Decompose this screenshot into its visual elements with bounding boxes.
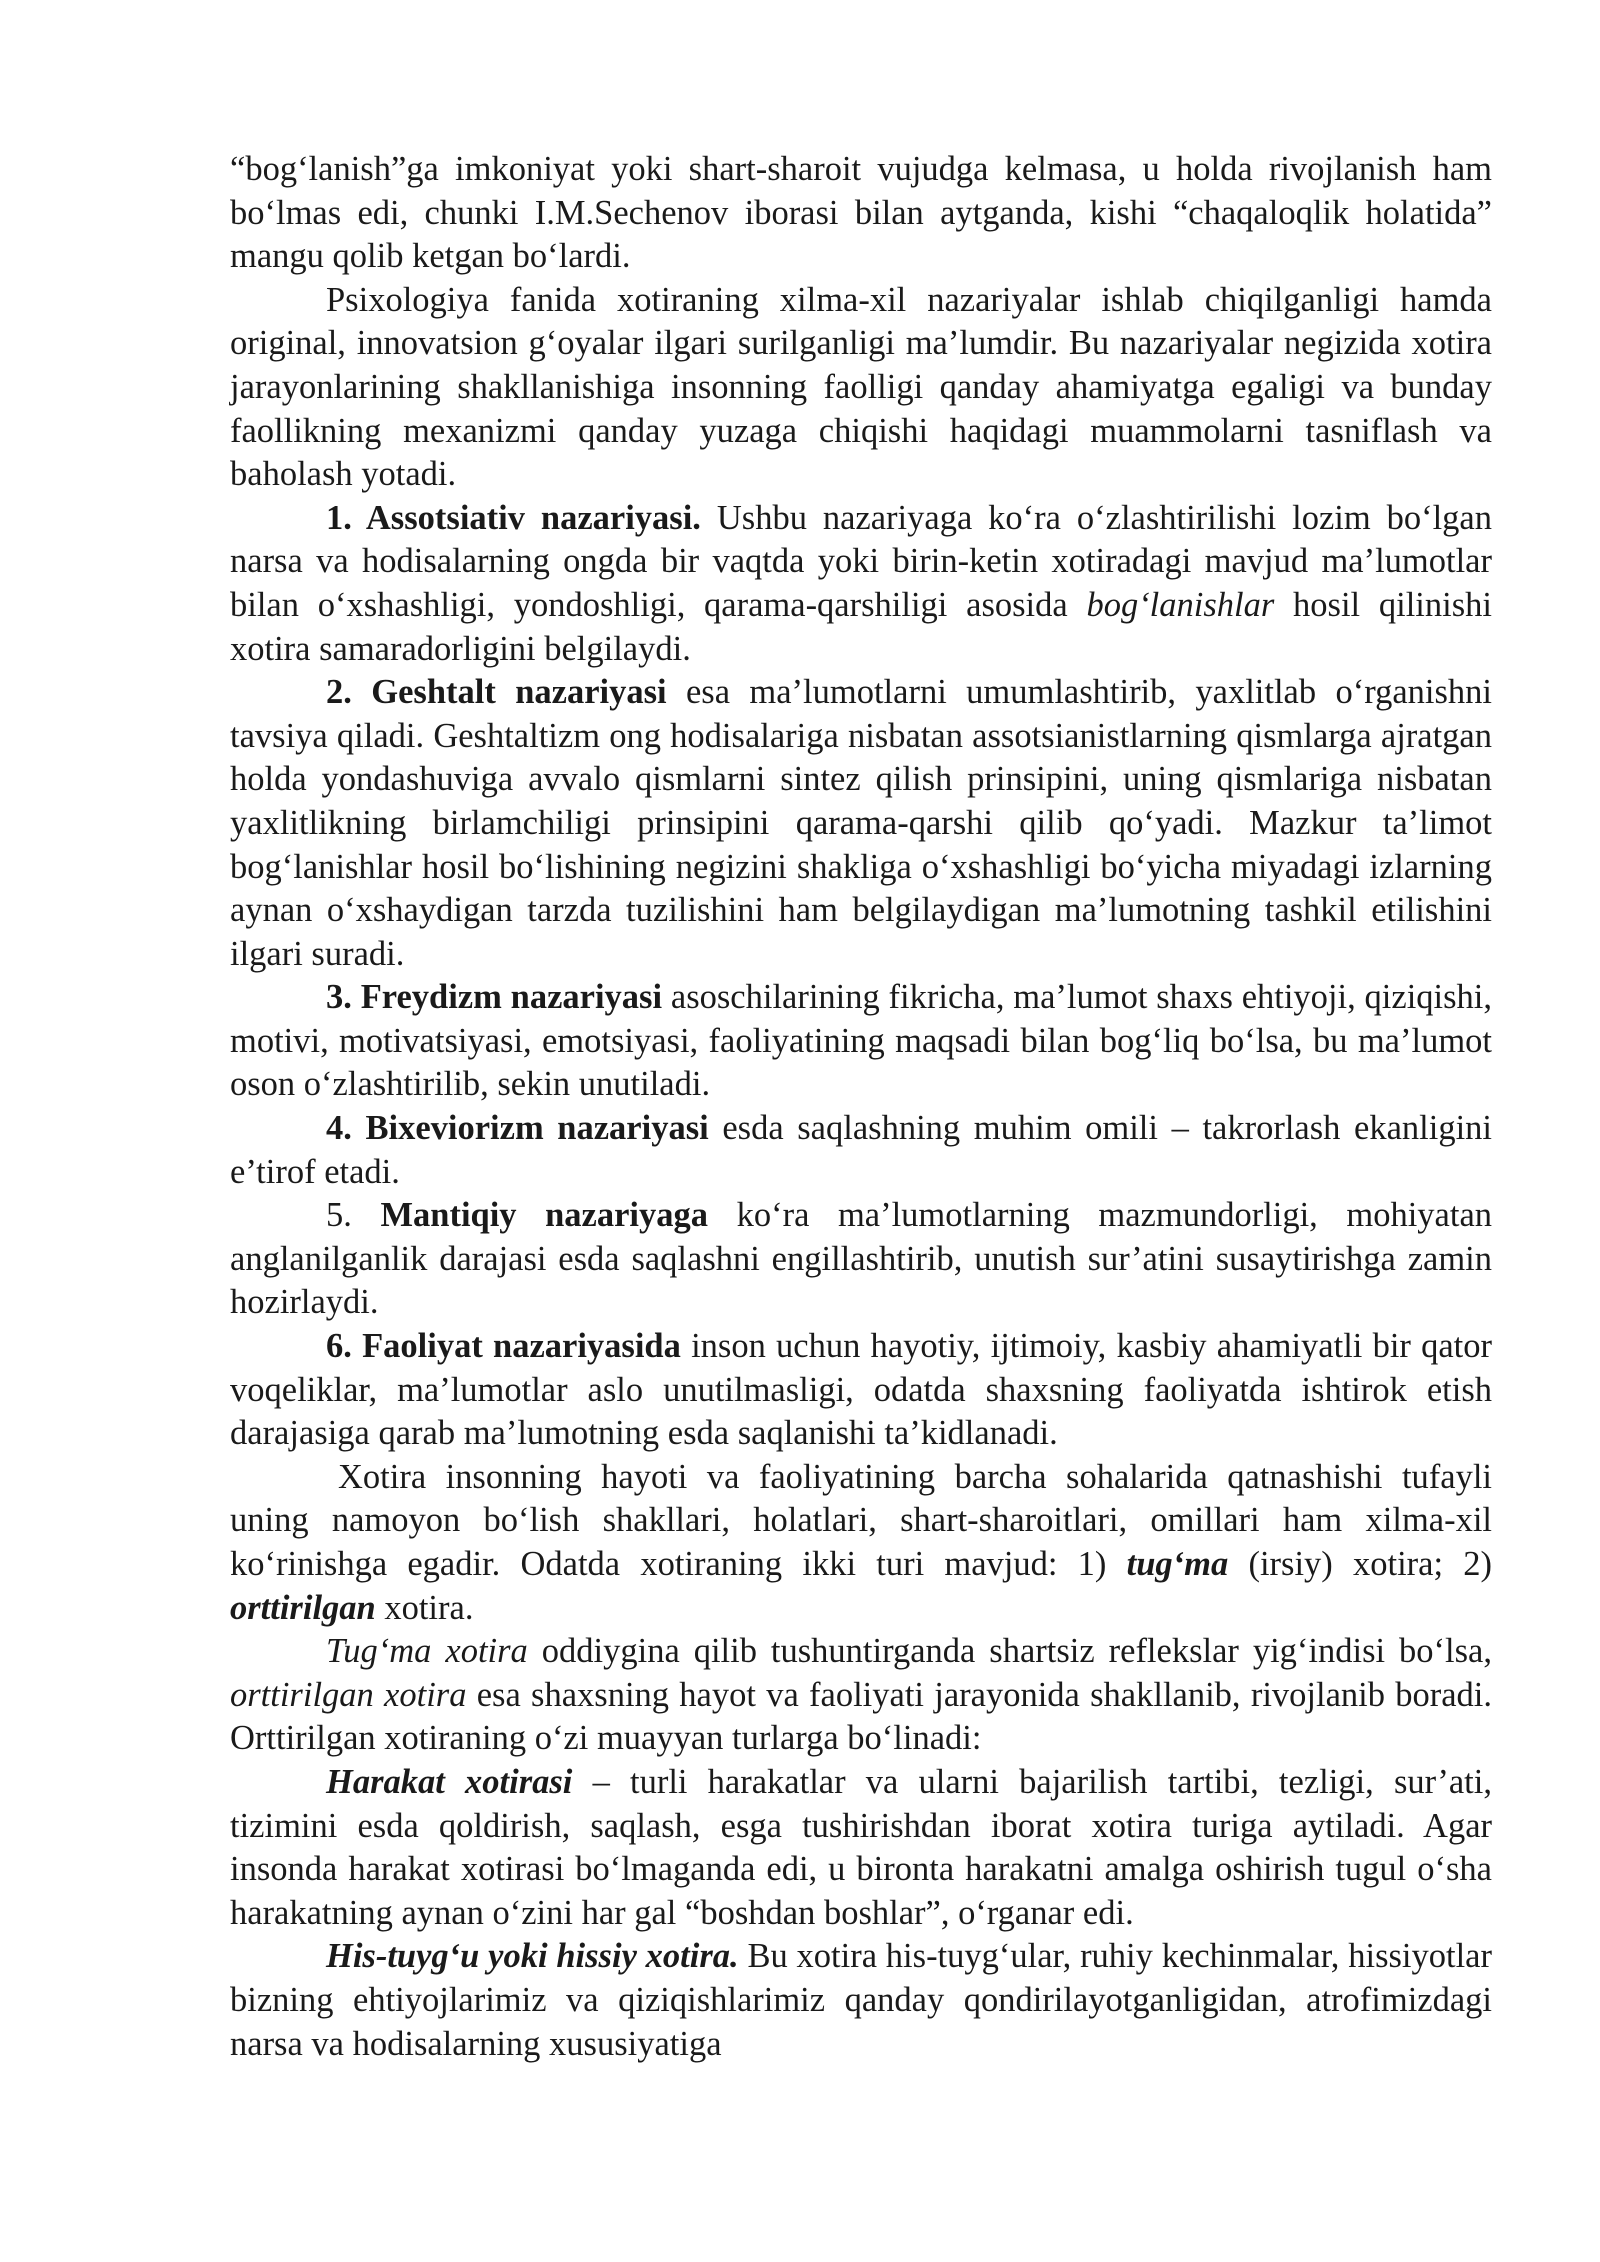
paragraph-text: oddiygina qilib tushuntirganda shartsiz reflekslar yig‘indisi bo‘lsa, <box>527 1632 1492 1671</box>
theory-heading: 4. Bixeviorizm nazariyasi <box>326 1109 709 1148</box>
paragraph-harakat-xotirasi <box>230 1761 1492 1935</box>
theory-heading: 3. Freydizm nazariyasi <box>326 978 663 1017</box>
bold-italic-term: orttirilgan <box>230 1588 376 1627</box>
paragraph-text: “bog‘lanish”ga imkoniyat yoki shart-sharoit vujudga kelmasa, u holda rivojlanish ham bo‘lmas edi, chunki I.M.Sechenov iborasi bilan aytganda, kishi “chaqaloqlik holatida” mangu qolib ketgan bo‘lardi. <box>230 150 1492 276</box>
theory-heading: 2. Geshtalt nazariyasi <box>326 673 667 712</box>
theory-paragraph-bixeviorizm <box>230 1107 1492 1194</box>
italic-term: Tug‘ma xotira <box>326 1632 528 1671</box>
paragraph-text: hosil qilinishi xotira samaradorligini belgilaydi. <box>230 585 1492 668</box>
paragraph-text: Bu xotira his-tuyg‘ular, ruhiy kechinmalar, hissiyotlar bizning ehtiyojlarimiz va qiziqishlarimiz qanday qondirilayotganligidan, atrofimizdagi narsa va hodisalarning xususiyatiga <box>230 1937 1492 2063</box>
paragraph-text: esa ma’lumotlarni umumlashtirib, yaxlitlab o‘rganishni tavsiya qiladi. Geshtaltizm ong hodisalariga nisbatan assotsianistlarning qismlarga ajratgan holda yondashuviga avvalo qismlarni sintez qilish prinsipini, uning qismlariga nisbatan yaxlitlikning birlamchiligi prinsipini qarama-qarshi qilib qo‘yadi. Mazkur ta’limot bog‘lanishlar hosil bo‘lishining negizini shakliga o‘xshashligi bo‘yicha miyadagi izlarning aynan o‘xshaydigan tarzda tuzilishini ham belgilaydigan ma’lumotning tashkil etilishini ilgari suradi. <box>230 673 1492 973</box>
theory-paragraph-freydizm <box>230 976 1492 1107</box>
theory-heading: 6. Faoliyat nazariyasida <box>326 1327 681 1366</box>
paragraph-text: esda saqlashning muhim omili – takrorlash ekanligini e’tirof etadi. <box>230 1109 1492 1191</box>
theory-paragraph-assotsiativ <box>230 497 1492 671</box>
paragraph-text: Xotira insonning hayoti va faoliyatining barcha sohalarida qatnashishi tufayli uning namoyon bo‘lish shakllari, holatlari, shart-sharoitlari, omillari ham xilma-xil ko‘rinishga egadir. Odatda xotiraning ikki turi mavjud: 1) <box>230 1457 1492 1583</box>
paragraph <box>230 1630 1492 1761</box>
paragraph-text: (irsiy) xotira; 2) <box>1228 1545 1492 1583</box>
italic-term: bog‘lanishlar <box>1086 585 1275 624</box>
paragraph-text: xotira. <box>375 1588 474 1627</box>
bold-italic-term: Harakat xotirasi <box>326 1762 573 1801</box>
paragraph-text: asoschilarining fikricha, ma’lumot shaxs ehtiyoji, qiziqishi, motivi, motivatsiyasi, emotsiyasi, faoliyatining maqsadi bilan bog‘liq bo‘lsa, bu ma’lumot oson o‘zlashtirilib, sekin unutiladi. <box>230 978 1492 1104</box>
paragraph <box>230 1456 1492 1630</box>
paragraph-text: ko‘ra ma’lumotlarning mazmundorligi, mohiyatan anglanilganlik darajasi esda saqlashni engillashtirib, unutish sur’atini susaytirishga zamin hozirlaydi. <box>230 1196 1493 1322</box>
paragraph <box>230 148 1492 279</box>
paragraph-text: Psixologiya fanida xotiraning xilma-xil nazariyalar ishlab chiqilganligi hamda original, innovatsion g‘oyalar ilgari surilganligi ma’lumdir. Bu nazariyalar negizida xotira jarayonlarining shakllanishiga insonning faolligi qanday ahamiyatga egaligi va bunday faollikning mexanizmi qanday yuzaga chiqishi haqidagi muammolarni tasniflash va baholash yotadi. <box>230 280 1492 494</box>
paragraph-text: – turli harakatlar va ularni bajarilish tartibi, tezligi, sur’ati, tizimini esda qoldirish, saqlash, esga tushirishdan iborat xotira turiga aytiladi. Agar insonda harakat xotirasi bo‘lmaganda edi, u bironta harakatni amalga oshirish tugul o‘sha harakatning aynan o‘zini har gal “boshdan boshlar”, o‘rganar edi. <box>230 1762 1492 1932</box>
theory-paragraph-geshtalt <box>230 671 1492 976</box>
bold-italic-term: His-tuyg‘u yoki hissiy xotira. <box>326 1937 739 1976</box>
theory-heading: Mantiqiy nazariyaga <box>380 1196 709 1235</box>
paragraph-text: inson uchun hayotiy, ijtimoiy, kasbiy ahamiyatli bir qator voqeliklar, ma’lumotlar aslo unutilmasligi, odatda shaxsning faoliyatda ishtirok etish darajasiga qarab ma’lumotning esda saqlanishi ta’kidlanadi. <box>230 1327 1492 1453</box>
theory-paragraph-mantiqiy <box>230 1194 1492 1325</box>
paragraph-text: Ushbu nazariyaga ko‘ra o‘zlashtirilishi lozim bo‘lgan narsa va hodisalarning ongda bir vaqtda yoki birin-ketin xotiradagi mavjud ma’lumotlar bilan o‘xshashligi, yondoshligi, qarama-qarshiligi asosida <box>230 498 1492 624</box>
paragraph-text: esa shaxsning hayot va faoliyati jarayonida shakllanib, rivojlanib boradi. Orttirilgan xotiraning o‘zi muayyan turlarga bo‘linadi: <box>230 1675 1492 1758</box>
theory-number: 5. <box>326 1196 381 1235</box>
paragraph <box>230 279 1492 497</box>
theory-heading: 1. Assotsiativ nazariyasi. <box>326 498 701 537</box>
theory-paragraph-faoliyat <box>230 1325 1492 1456</box>
bold-italic-term: tug‘ma <box>1126 1545 1229 1583</box>
italic-term: orttirilgan xotira <box>230 1675 467 1714</box>
document-page <box>230 148 1492 2066</box>
paragraph-hissiy-xotira <box>230 1935 1492 2066</box>
